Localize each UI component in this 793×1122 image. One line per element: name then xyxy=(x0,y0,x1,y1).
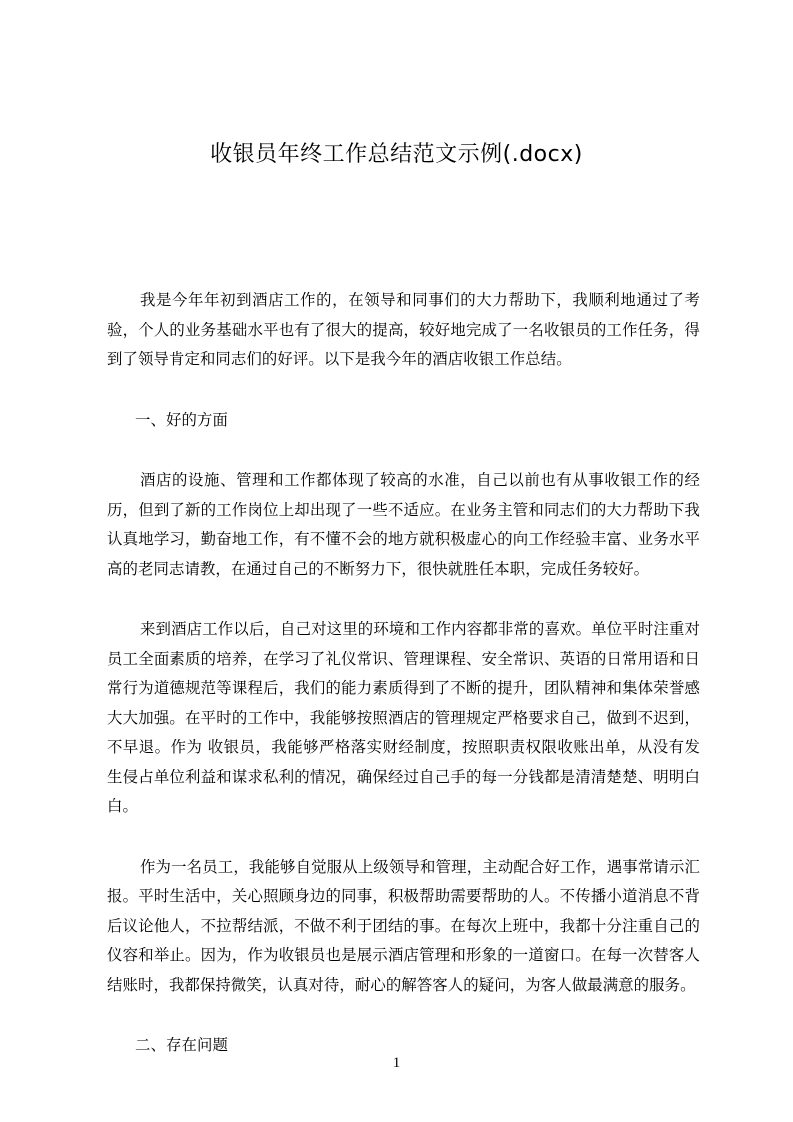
document-body xyxy=(107,286,700,1092)
paragraph-work-adaptation: 酒店的设施、管理和工作都体现了较高的水准，自己以前也有从事收银工作的经历，但到了新的工作岗位上却出现了一些不适应。在业务主管和同志们的大力帮助下我认真地学习，勤奋地工作，有不懂不会的地方就积极虚心的向工作经验丰富、业务水平高的老同志请教，在通过自己的不断努力下，很快就胜任本职，完成任务较好。 xyxy=(107,471,700,578)
section-heading-problems: 二、存在问题 xyxy=(135,1036,228,1054)
document-title: 收银员年终工作总结范文示例(.docx) xyxy=(210,142,583,167)
paragraph-training-discipline: 来到酒店工作以后，自己对这里的环境和工作内容都非常的喜欢。单位平时注重对员工全面素质的培养，在学习了礼仪常识、管理课程、安全常识、英语的日常用语和日常行为道德规范等课程后，我们的能力素质得到了不断的提升，团队精神和集体荣誉感大大加强。在平时的工作中，我能够按照酒店的管理规定严格要求自己，做到不迟到，不早退。作为 收银员，我能够严格落实财经制度，按照职责权限收账出单，从没有发生侵占单位利益和谋求私利的情况，确保经过自己手的每一分钱都是清清楚楚、明明白白。 xyxy=(107,620,700,815)
section-heading-good-aspects: 一、好的方面 xyxy=(135,410,228,429)
intro-paragraph: 我是今年年初到酒店工作的，在领导和同事们的大力帮助下，我顺利地通过了考验，个人的业务基础水平也有了很大的提高，较好地完成了一名收银员的工作任务，得到了领导肯定和同志们的好评。以下是我今年的酒店收银工作总结。 xyxy=(107,291,700,368)
paragraph-teamwork-service: 作为一名员工，我能够自觉服从上级领导和管理，主动配合好工作，遇事常请示汇报。平时生活中，关心照顾身边的同事，积极帮助需要帮助的人。不传播小道消息不背后议论他人，不拉帮结派，不做不利于团结的事。在每次上班中，我都十分注重自己的仪容和举止。因为，作为收银员也是展示酒店管理和形象的一道窗口。在每一次替客人结账时，我都保持微笑，认真对待，耐心的解答客人的疑问，为客人做最满意的服务。 xyxy=(107,857,700,994)
page-number: 1 xyxy=(392,1055,401,1071)
